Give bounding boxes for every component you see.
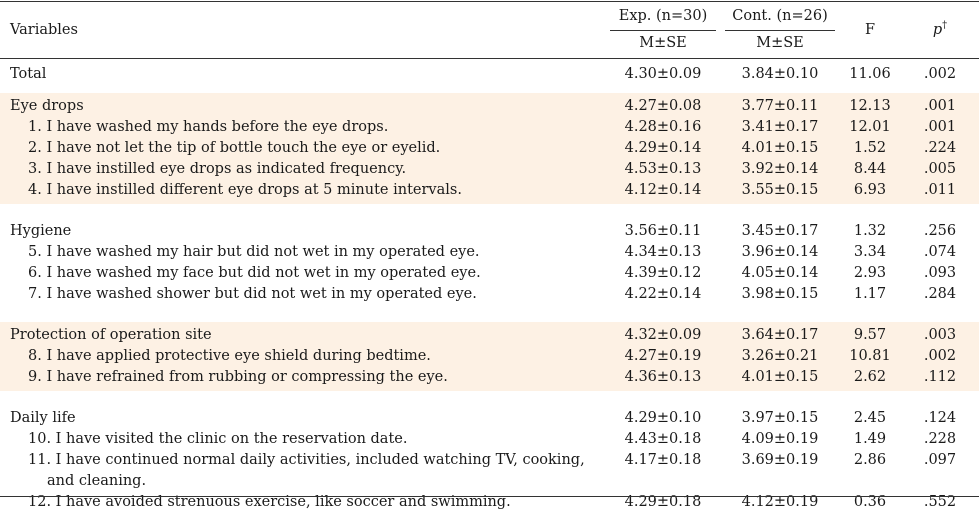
header-exp-msd: M±SE: [639, 35, 687, 51]
group-p: .003: [923, 327, 957, 343]
item-cont: 3.96±0.14: [741, 244, 819, 260]
group-label: Hygiene: [10, 223, 72, 239]
item-label: 1. I have washed my hands before the eye drops.: [28, 119, 389, 135]
group-p: .256: [923, 223, 957, 239]
cont-header-rule: [725, 30, 835, 31]
item-cont: 4.01±0.15: [741, 369, 819, 385]
total-f: 11.06: [849, 66, 891, 82]
header-cont-msd: M±SE: [756, 35, 804, 51]
item-exp: 4.29±0.14: [624, 140, 702, 156]
item-label-continued: and cleaning.: [47, 473, 147, 489]
item-label: 6. I have washed my face but did not wet in my operated eye.: [28, 265, 481, 281]
group-cont: 3.97±0.15: [741, 410, 819, 426]
item-f: 2.93: [853, 265, 887, 281]
item-f: 1.52: [853, 140, 887, 156]
item-p: .224: [923, 140, 957, 156]
table-top-rule: [0, 1, 979, 2]
item-exp: 4.36±0.13: [624, 369, 702, 385]
item-f: 3.34: [853, 244, 887, 260]
item-label: 11. I have continued normal daily activities, included watching TV, cooking,: [28, 452, 585, 468]
item-label: 3. I have instilled eye drops as indicated frequency.: [28, 161, 407, 177]
group-cont: 3.45±0.17: [741, 223, 819, 239]
item-exp: 4.17±0.18: [624, 452, 702, 468]
group-exp: 4.27±0.08: [624, 98, 702, 114]
header-cont: Cont. (n=26): [732, 8, 828, 24]
item-cont: 3.69±0.19: [741, 452, 819, 468]
item-label: 10. I have visited the clinic on the reservation date.: [28, 431, 408, 447]
item-p: .001: [923, 119, 957, 135]
header-variables: Variables: [10, 22, 78, 38]
group-exp: 4.32±0.09: [624, 327, 702, 343]
total-exp: 4.30±0.09: [624, 66, 702, 82]
item-label: 7. I have washed shower but did not wet in my operated eye.: [28, 286, 477, 302]
item-cont: 4.09±0.19: [741, 431, 819, 447]
item-p: .005: [923, 161, 957, 177]
group-label: Daily life: [10, 410, 76, 426]
item-f: 2.62: [853, 369, 887, 385]
item-p: .074: [923, 244, 957, 260]
item-f: 1.49: [853, 431, 887, 447]
item-f: 12.01: [849, 119, 891, 135]
item-exp: 4.29±0.18: [624, 494, 702, 510]
item-exp: 4.34±0.13: [624, 244, 702, 260]
item-p: .112: [923, 369, 957, 385]
item-p: .284: [923, 286, 957, 302]
item-cont: 3.41±0.17: [741, 119, 819, 135]
item-exp: 4.12±0.14: [624, 182, 702, 198]
group-exp: 3.56±0.11: [624, 223, 702, 239]
item-label: 12. I have avoided strenuous exercise, like soccer and swimming.: [28, 494, 511, 510]
item-cont: 4.01±0.15: [741, 140, 819, 156]
item-exp: 4.27±0.19: [624, 348, 702, 364]
item-p: .552: [923, 494, 957, 510]
item-exp: 4.53±0.13: [624, 161, 702, 177]
item-p: .097: [923, 452, 957, 468]
item-cont: 3.98±0.15: [741, 286, 819, 302]
header-bottom-rule: [0, 58, 979, 59]
item-f: 0.36: [853, 494, 887, 510]
item-label: 2. I have not let the tip of bottle touch the eye or eyelid.: [28, 140, 441, 156]
item-cont: 3.26±0.21: [741, 348, 819, 364]
exp-header-rule: [610, 30, 716, 31]
item-cont: 3.55±0.15: [741, 182, 819, 198]
group-label: Protection of operation site: [10, 327, 212, 343]
item-exp: 4.39±0.12: [624, 265, 702, 281]
item-exp: 4.22±0.14: [624, 286, 702, 302]
group-cont: 3.64±0.17: [741, 327, 819, 343]
header-exp: Exp. (n=30): [618, 8, 708, 24]
header-f: F: [864, 22, 876, 38]
item-exp: 4.28±0.16: [624, 119, 702, 135]
item-f: 6.93: [853, 182, 887, 198]
group-p: .001: [923, 98, 957, 114]
item-p: .011: [923, 182, 957, 198]
item-p: .002: [923, 348, 957, 364]
item-f: 10.81: [849, 348, 891, 364]
group-f: 1.32: [853, 223, 887, 239]
group-exp: 4.29±0.10: [624, 410, 702, 426]
item-label: 8. I have applied protective eye shield during bedtime.: [28, 348, 431, 364]
item-label: 4. I have instilled different eye drops at 5 minute intervals.: [28, 182, 462, 198]
table-bottom-rule: [0, 496, 979, 497]
item-cont: 4.12±0.19: [741, 494, 819, 510]
item-f: 2.86: [853, 452, 887, 468]
total-cont: 3.84±0.10: [741, 66, 819, 82]
item-label: 9. I have refrained from rubbing or compressing the eye.: [28, 369, 448, 385]
item-exp: 4.43±0.18: [624, 431, 702, 447]
group-f: 2.45: [853, 410, 887, 426]
group-label: Eye drops: [10, 98, 84, 114]
total-label: Total: [10, 66, 47, 82]
item-f: 8.44: [853, 161, 887, 177]
header-p-label: p: [932, 22, 943, 38]
item-label: 5. I have washed my hair but did not wet in my operated eye.: [28, 244, 480, 260]
group-p: .124: [923, 410, 957, 426]
item-cont: 3.92±0.14: [741, 161, 819, 177]
total-p: .002: [923, 66, 957, 82]
group-f: 9.57: [853, 327, 887, 343]
group-f: 12.13: [849, 98, 891, 114]
group-cont: 3.77±0.11: [741, 98, 819, 114]
item-p: .093: [923, 265, 957, 281]
header-p: [905, 20, 975, 40]
item-p: .228: [923, 431, 957, 447]
header-p-dagger: †: [942, 20, 948, 32]
item-f: 1.17: [853, 286, 887, 302]
item-cont: 4.05±0.14: [741, 265, 819, 281]
